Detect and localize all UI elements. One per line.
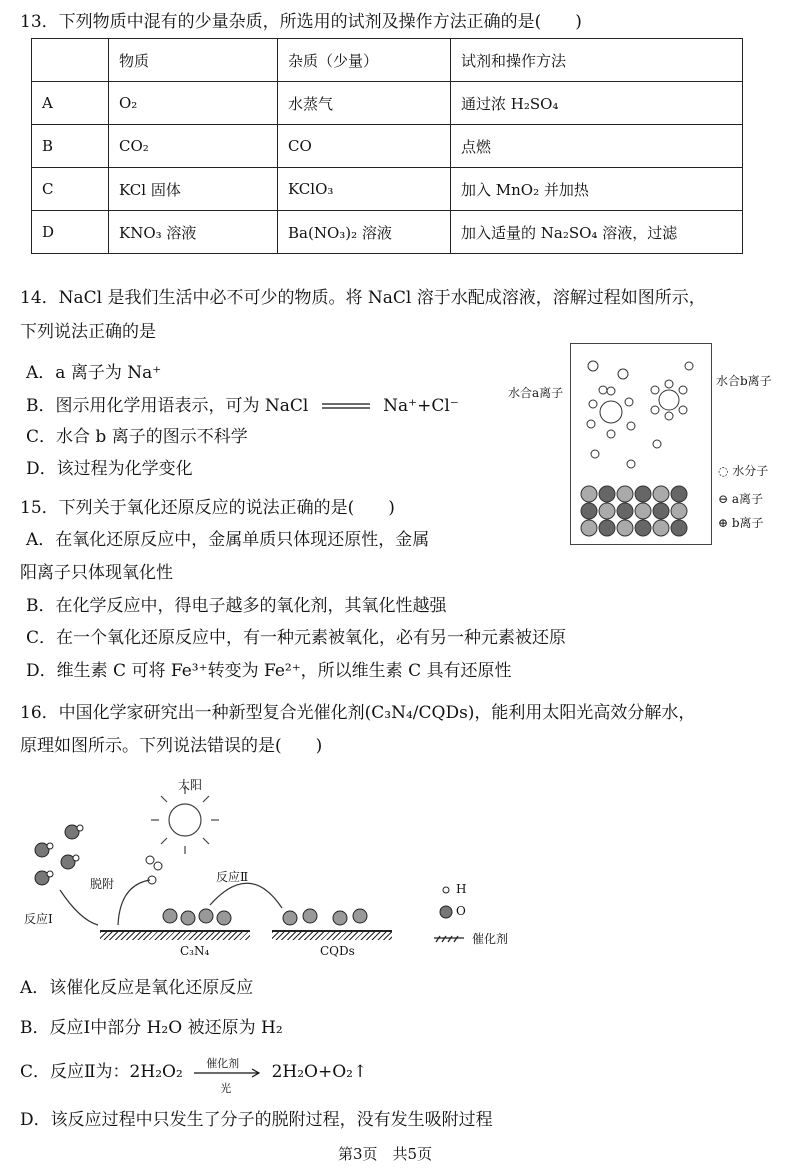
q14-option-b xyxy=(26,394,459,419)
label-hydrated-b-ion: 水合b离子 xyxy=(716,374,772,388)
table-cell: 水蒸气 xyxy=(278,82,451,125)
q15-option-d: D．维生素 C 可将 Fe³⁺转变为 Fe²⁺，所以维生素 C 具有还原性 xyxy=(26,661,512,681)
q15-stem: 15．下列关于氧化还原反应的说法正确的是( ) xyxy=(20,498,395,518)
table-cell: 点燃 xyxy=(451,125,743,168)
legend-water-label: 水分子 xyxy=(732,464,769,478)
q15-option-a-line1: A．在氧化还原反应中，金属单质只体现还原性，金属 xyxy=(26,530,430,550)
q15-option-c: C．在一个氧化还原反应中，有一种元素被氧化，必有另一种元素被还原 xyxy=(26,628,567,648)
q14-option-b-suffix: Na⁺+Cl⁻ xyxy=(383,396,459,416)
page-footer: 第3页 共5页 xyxy=(338,1145,433,1163)
q13-table xyxy=(31,38,743,254)
q16-stem-line2: 原理如图所示。下列说法错误的是( ) xyxy=(20,736,323,756)
q15-option-a-line2: 阳离子只体现氧化性 xyxy=(20,563,173,583)
table-cell: B xyxy=(32,125,109,168)
desorb-label: 脱附 xyxy=(90,877,115,891)
water-molecule-icon: ◌ xyxy=(718,464,733,478)
table-cell: KCl 固体 xyxy=(109,168,278,211)
table-cell: Ba(NO₃)₂ 溶液 xyxy=(278,211,451,254)
cqds-label: CQDs xyxy=(320,944,355,958)
q16-option-c xyxy=(20,1056,368,1095)
table-cell: A xyxy=(32,82,109,125)
sun-icon xyxy=(151,786,219,854)
q16-option-c-prefix: C．反应Ⅱ为：2H₂O₂ xyxy=(20,1062,183,1082)
label-hydrated-a-ion: 水合a离子 xyxy=(508,386,564,400)
table-row xyxy=(32,168,743,211)
table-cell: CO xyxy=(278,125,451,168)
sun-label: 太阳 xyxy=(178,778,203,792)
legend-b-ion xyxy=(718,514,764,531)
table-row xyxy=(32,82,743,125)
table-cell: 通过浓 H₂SO₄ xyxy=(451,82,743,125)
b-ion-icon: ⊕ xyxy=(718,516,732,530)
table-cell: KClO₃ xyxy=(278,168,451,211)
reaction2-label: 反应Ⅱ xyxy=(216,870,249,884)
table-cell: CO₂ xyxy=(109,125,278,168)
photocatalysis-drawing xyxy=(20,780,760,970)
table-row xyxy=(32,211,743,254)
q14-option-d: D．该过程为化学变化 xyxy=(26,459,193,479)
arrow-condition-below: 光 xyxy=(220,1081,232,1095)
q14-stem-line2: 下列说法正确的是 xyxy=(20,322,156,342)
table-cell: D xyxy=(32,211,109,254)
table-cell: KNO₃ 溶液 xyxy=(109,211,278,254)
beaker-box xyxy=(570,343,712,545)
table-cell: O₂ xyxy=(109,82,278,125)
a-ion-icon: ⊖ xyxy=(718,492,732,506)
table-row xyxy=(32,125,743,168)
legend-h: H xyxy=(456,882,467,896)
legend-a-ion xyxy=(718,490,763,507)
cqds-surface xyxy=(272,930,392,940)
q16-option-b: B．反应Ⅰ中部分 H₂O 被还原为 H₂ xyxy=(20,1018,283,1038)
table-header-cell xyxy=(32,39,109,82)
table-cell: 加入 MnO₂ 并加热 xyxy=(451,168,743,211)
q16-stem-line1: 16．中国化学家研究出一种新型复合光催化剂(C₃N₄/CQDs)，能利用太阳光高效分解水， xyxy=(20,703,696,723)
legend-water xyxy=(718,462,768,479)
legend-b-label: b离子 xyxy=(731,516,764,530)
q13-stem: 13．下列物质中混有的少量杂质，所选用的试剂及操作方法正确的是( ) xyxy=(20,12,582,32)
table-cell: 加入适量的 Na₂SO₄ 溶液，过滤 xyxy=(451,211,743,254)
q16-photocatalysis-figure xyxy=(20,780,760,970)
dissolution-drawing xyxy=(571,344,711,544)
table-cell: C xyxy=(32,168,109,211)
q14-stem-line1: 14．NaCl 是我们生活中必不可少的物质。将 NaCl 溶于水配成溶液，溶解过程如图所示， xyxy=(20,288,706,308)
q16-option-a: A．该催化反应是氧化还原反应 xyxy=(20,978,254,998)
q14-option-a: A．a 离子为 Na⁺ xyxy=(26,363,162,383)
q14-option-b-prefix: B．图示用化学用语表示，可为 NaCl xyxy=(26,396,309,416)
c3n4-surface xyxy=(100,930,250,940)
reaction-arrow-icon xyxy=(192,1056,262,1095)
table-header-row xyxy=(32,39,743,82)
c3n4-label: C₃N₄ xyxy=(180,944,210,958)
legend-a-label: a离子 xyxy=(731,492,764,506)
legend-o: O xyxy=(456,904,466,918)
q15-option-b: B．在化学反应中，得电子越多的氧化剂，其氧化性越强 xyxy=(26,596,447,616)
table-header-cell: 物质 xyxy=(109,39,278,82)
equilibrium-arrow-icon xyxy=(320,395,372,419)
legend-catalyst: 催化剂 xyxy=(472,932,509,946)
table-header-cell: 试剂和操作方法 xyxy=(451,39,743,82)
reaction1-label: 反应Ⅰ xyxy=(24,912,53,926)
table-header-cell: 杂质（少量） xyxy=(278,39,451,82)
q14-option-c: C．水合 b 离子的图示不科学 xyxy=(26,427,248,447)
q16-option-c-suffix: 2H₂O+O₂↑ xyxy=(271,1062,368,1082)
q16-option-d: D．该反应过程中只发生了分子的脱附过程，没有发生吸附过程 xyxy=(20,1110,493,1130)
arrow-condition-above: 催化剂 xyxy=(206,1056,240,1070)
